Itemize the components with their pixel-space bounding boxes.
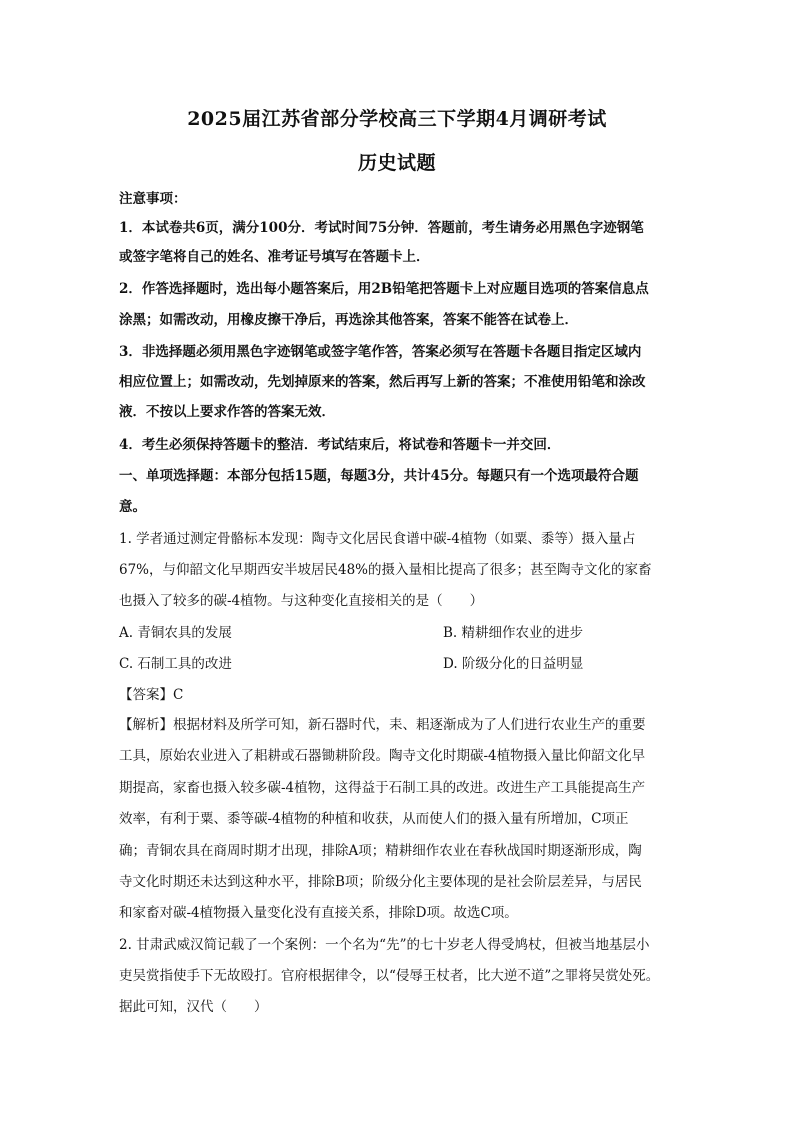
analysis-line: 工具，原始农业进入了耜耕或石器锄耕阶段。陶寺文化时期碳-4植物摄入量比仰韶文化早 [119,748,646,764]
question-2-stem: 吏吴赏指使手下无故殴打。官府根据律令，以“侵辱王杖者，比大逆不道”之罪将吴赏处死。 [119,968,660,984]
option-a: A. 青铜农具的发展 [119,625,232,641]
note-line: 相应位置上；如需改动，先划掉原来的答案，然后再写上新的答案；不准使用铅笔和涂改 [119,374,646,390]
note-line: 4．考生必须保持答题卡的整洁．考试结束后，将试卷和答题卡一并交回． [119,437,561,453]
notes-heading: 注意事项： [119,191,187,207]
question-1-stem: 67%，与仰韶文化早期西安半坡居民48%的摄入量相比提高了很多；甚至陶寺文化的家畜 [119,562,652,578]
question-2-stem: 2. 甘肃武威汉简记载了一个案例：一个名为“先”的七十岁老人得受鸠杖，但被当地基层小 [119,937,650,953]
question-1-stem: 1. 学者通过测定骨骼标本发现：陶寺文化居民食谱中碳-4植物（如粟、黍等）摄入量占 [119,531,636,547]
answer-line: 【答案】C [119,687,184,703]
analysis-line: 寺文化时期还未达到这种水平，排除B项；阶级分化主要体现的是社会阶层差异，与居民 [119,874,642,890]
option-b: B. 精耕细作农业的进步 [443,625,584,641]
section-heading-cont: 意。 [119,499,146,515]
question-1-stem: 也摄入了较多的碳-4植物。与这种变化直接相关的是（ ） [119,593,484,609]
note-line: 涂黑；如需改动，用橡皮擦干净后，再选涂其他答案，答案不能答在试卷上． [119,312,578,328]
document-title: 2025届江苏省部分学校高三下学期4月调研考试 [187,108,607,130]
analysis-line: 确；青铜农具在商周时期才出现，排除A项；精耕细作农业在春秋战国时期逐渐形成，陶 [119,843,642,859]
analysis-line: 和家畜对碳-4植物摄入量变化没有直接关系，排除D项。故选C项。 [119,905,518,921]
question-2-stem: 据此可知，汉代（ ） [119,999,268,1015]
note-line: 3．非选择题必须用黑色字迹钢笔或签字笔作答，答案必须写在答题卡各题目指定区域内 [119,344,642,360]
section-heading: 一、单项选择题：本部分包括15题，每题3分，共计45分。每题只有一个选项最符合题 [119,468,639,484]
note-line: 1．本试卷共6页，满分100分．考试时间75分钟．答题前，考生请务必用黑色字迹钢笔 [119,220,644,236]
analysis-line: 效率，有利于粟、黍等碳-4植物的种植和收获，从而使人们的摄入量有所增加，C项正 [119,811,629,827]
option-c: C. 石制工具的改进 [119,656,232,672]
option-d: D. 阶级分化的日益明显 [443,656,584,672]
note-line: 液．不按以上要求作答的答案无效． [119,404,335,420]
analysis-line: 【解析】根据材料及所学可知，新石器时代，耒、耜逐渐成为了人们进行农业生产的重要 [119,717,646,733]
document-subtitle: 历史试题 [357,152,436,174]
analysis-line: 期提高，家畜也摄入较多碳-4植物，这得益于石制工具的改进。改进生产工具能提高生产 [119,780,646,796]
note-line: 2．作答选择题时，选出每小题答案后，用2B铅笔把答题卡上对应题目选项的答案信息点 [119,281,649,297]
note-line: 或签字笔将自己的姓名、准考证号填写在答题卡上． [119,249,430,265]
